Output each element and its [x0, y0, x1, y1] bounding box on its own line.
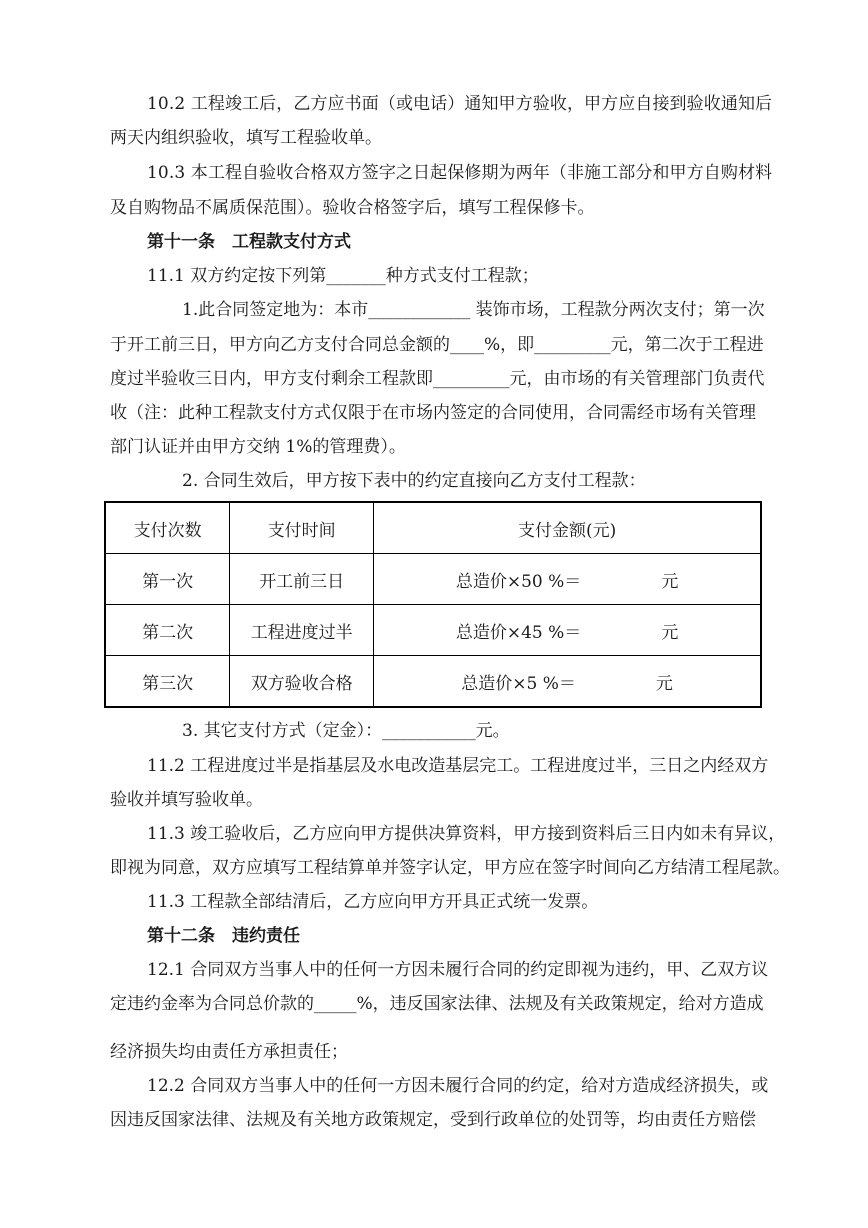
clause-10-3-line-2: 及自购物品不属质保范围）。验收合格签字后，填写工程保修卡。 — [110, 198, 595, 218]
option-2-intro: 2. 合同生效后，甲方按下表中的约定直接向乙方支付工程款： — [182, 471, 646, 491]
clause-12-1-line-3: 经济损失均由责任方承担责任； — [110, 1042, 348, 1062]
amount-unit: 元 — [655, 673, 673, 694]
header-payment-number: 支付次数 — [105, 502, 230, 554]
option-1-line-1: 1.此合同签定地为：本市____________ 装饰市场，工程款分两次支付；第一次 — [182, 300, 765, 320]
payment-amount — [374, 554, 761, 605]
payment-amount — [374, 605, 761, 656]
header-payment-amount: 支付金额(元) — [374, 502, 761, 554]
option-1-line-3: 度过半验收三日内，甲方支付剩余工程款即_________元，由市场的有关管理部门负责代 — [110, 369, 765, 389]
option-1-line-5: 部门认证并由甲方交纳 1%的管理费）。 — [110, 437, 406, 457]
amount-unit: 元 — [661, 622, 679, 643]
option-1-line-2: 于开工前三日，甲方向乙方支付合同总金额的____%，即_________元，第二次于工程进 — [110, 335, 764, 355]
amount-formula: 总造价×45 %＝ — [455, 622, 582, 643]
clause-11-2-line-1: 11.2 工程进度过半是指基层及水电改造基层完工。工程进度过半，三日之内经双方 — [147, 756, 769, 776]
table-row — [105, 554, 761, 605]
table-row — [105, 605, 761, 656]
table-header-row — [105, 502, 761, 554]
clause-12-2-line-1: 12.2 合同双方当事人中的任何一方因未履行合同的约定，给对方造成经济损失，或 — [147, 1076, 769, 1096]
payment-time: 工程进度过半 — [230, 605, 374, 656]
option-1-line-4: 收（注：此种工程款支付方式仅限于在市场内签定的合同使用，合同需经市场有关管理 — [110, 403, 756, 423]
clause-10-2-line-1: 10.2 工程竣工后，乙方应书面（或电话）通知甲方验收，甲方应自接到验收通知后 — [147, 94, 773, 114]
clause-12-1-line-1: 12.1 合同双方当事人中的任何一方因未履行合同的约定即视为违约，甲、乙双方议 — [147, 960, 769, 980]
payment-amount — [374, 656, 761, 708]
clause-10-3-line-1: 10.3 本工程自验收合格双方签字之日起保修期为两年（非施工部分和甲方自购材料 — [147, 163, 773, 183]
payment-number: 第三次 — [105, 656, 230, 708]
payment-number: 第一次 — [105, 554, 230, 605]
payment-time: 双方验收合格 — [230, 656, 374, 708]
clause-11-3-line-1: 11.3 竣工验收后，乙方应向甲方提供决算资料，甲方接到资料后三日内如未有异议， — [147, 824, 786, 844]
article-12-heading: 第十二条 违约责任 — [147, 926, 300, 946]
clause-12-2-line-2: 因违反国家法律、法规及有关地方政策规定，受到行政单位的处罚等，均由责任方赔偿 — [110, 1110, 756, 1130]
clause-10-2-line-2: 两天内组织验收，填写工程验收单。 — [110, 128, 382, 148]
option-3: 3. 其它支付方式（定金）：___________元。 — [182, 721, 510, 741]
clause-11-3b: 11.3 工程款全部结清后，乙方应向甲方开具正式统一发票。 — [147, 892, 599, 912]
article-11-heading: 第十一条 工程款支付方式 — [147, 232, 351, 252]
amount-unit: 元 — [661, 571, 679, 592]
table-row — [105, 656, 761, 708]
payment-time: 开工前三日 — [230, 554, 374, 605]
amount-formula: 总造价×5 %＝ — [461, 673, 576, 694]
clause-12-1-line-2: 定违约金率为合同总价款的_____%，违反国家法律、法规及有关政策规定，给对方造成 — [110, 994, 764, 1014]
amount-formula: 总造价×50 %＝ — [455, 571, 582, 592]
header-payment-time: 支付时间 — [230, 502, 374, 554]
clause-11-3-line-2: 即视为同意，双方应填写工程结算单并签字认定，甲方应在签字时间向乙方结清工程尾款。 — [110, 858, 790, 878]
clause-11-2-line-2: 验收并填写验收单。 — [110, 790, 263, 810]
clause-11-1: 11.1 双方约定按下列第_______种方式支付工程款； — [147, 266, 539, 286]
payment-number: 第二次 — [105, 605, 230, 656]
payment-schedule-table — [104, 501, 762, 708]
